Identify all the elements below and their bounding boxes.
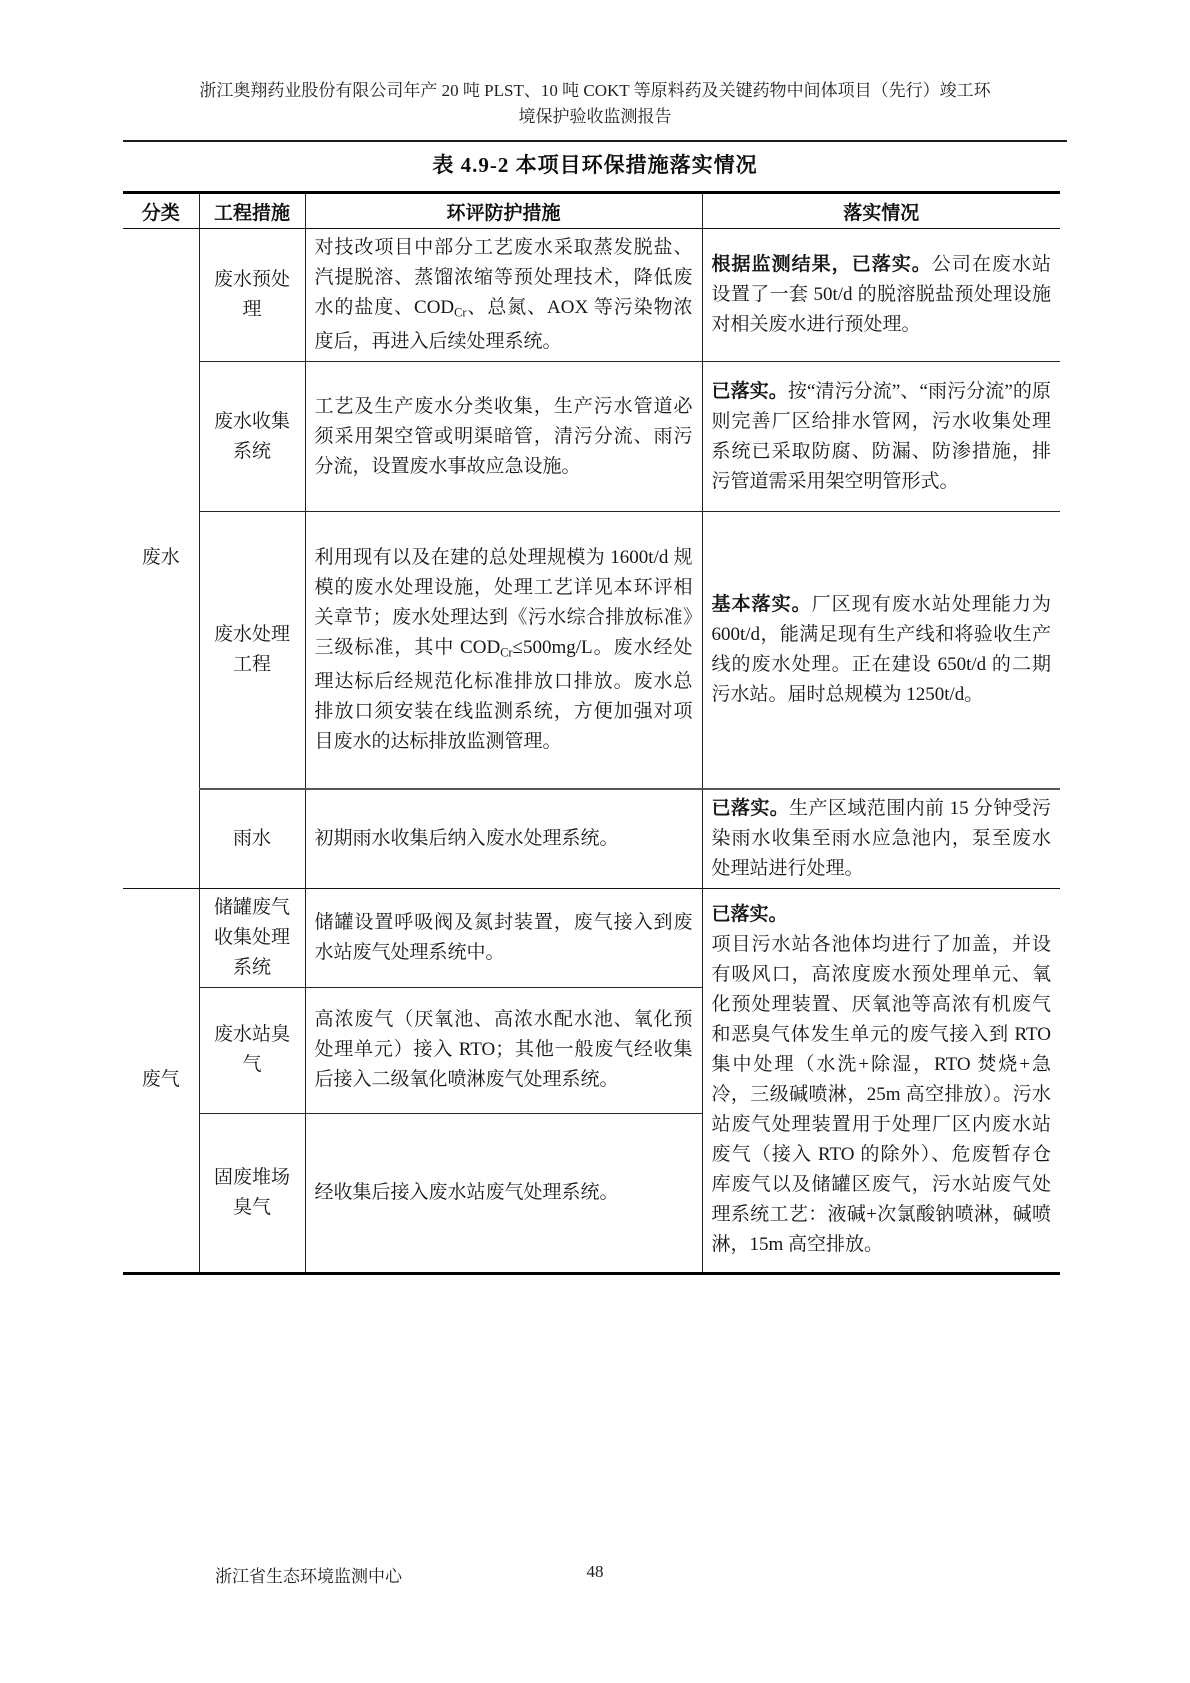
running-header-line2: 境保护验收监测报告 [518,107,672,126]
measure-cell: 废水收集系统 [199,362,305,512]
table-title: 表 4.9-2 本项目环保措施落实情况 [432,153,758,177]
eia-measure-cell: 储罐设置呼吸阀及氮封装置，废气接入到废水站废气处理系统中。 [305,888,702,987]
column-header-measure: 工程措施 [199,193,305,229]
implementation-cell: 已落实。按“清污分流”、“雨污分流”的原则完善厂区给排水管网，污水收集处理系统已采取防腐、防漏、防渗措施，排污管道需采用架空明管形式。 [702,362,1060,512]
header-divider [123,140,1067,142]
eia-measure-cell: 工艺及生产废水分类收集，生产污水管道必须采用架空管或明渠暗管，清污分流、雨污分流，设置废水事故应急设施。 [305,362,702,512]
measure-cell: 废水站臭气 [199,987,305,1113]
category-cell-wastewater: 废水 [123,229,199,889]
implementation-cell: 已落实。生产区域范围内前 15 分钟受污染雨水收集至雨水应急池内，泵至废水处理站进行处理。 [702,789,1060,889]
column-header-impl: 落实情况 [702,193,1060,229]
measure-cell: 固废堆场臭气 [199,1113,305,1273]
table-row [123,888,1060,987]
running-header-line1: 浙江奥翔药业股份有限公司年产 20 吨 PLST、10 吨 COKT 等原料药及关键药物中间体项目（先行）竣工环 [199,81,991,100]
category-cell-wastegas: 废气 [123,888,199,1273]
table-row [123,362,1060,512]
measure-cell: 废水处理工程 [199,512,305,789]
table-row [123,229,1060,362]
eia-measure-cell: 高浓废气（厌氧池、高浓水配水池、氧化预处理单元）接入 RTO；其他一般废气经收集后接入二级氧化喷淋废气处理系统。 [305,987,702,1113]
eia-measure-cell: 经收集后接入废水站废气处理系统。 [305,1113,702,1273]
measure-cell: 储罐废气收集处理系统 [199,888,305,987]
eia-measure-cell: 对技改项目中部分工艺废水采取蒸发脱盐、汽提脱溶、蒸馏浓缩等预处理技术，降低废水的盐度、CODCr、总氮、AOX 等污染物浓度后，再进入后续处理系统。 [305,229,702,362]
implementation-cell: 根据监测结果，已落实。公司在废水站设置了一套 50t/d 的脱溶脱盐预处理设施对相关废水进行预处理。 [702,229,1060,362]
epa-measures-table [123,191,1060,1275]
measure-cell: 废水预处理 [199,229,305,362]
column-header-eia: 环评防护措施 [305,193,702,229]
footer-page-number: 48 [586,1562,604,1581]
table-row [123,512,1060,789]
eia-measure-cell: 初期雨水收集后纳入废水处理系统。 [305,789,702,889]
table-header-row [123,193,1060,229]
measure-cell: 雨水 [199,789,305,889]
footer-organization: 浙江省生态环境监测中心 [215,1567,402,1586]
implementation-cell: 基本落实。厂区现有废水站处理能力为 600t/d，能满足现有生产线和将验收生产线的废水处理。正在建设 650t/d 的二期污水站。届时总规模为 1250t/d。 [702,512,1060,789]
implementation-cell-merged: 已落实。 项目污水站各池体均进行了加盖，并设有吸风口，高浓度废水预处理单元、氧化预处理装置、厌氧池等高浓有机废气和恶臭气体发生单元的废气接入到 RTO 集中处理（水洗+除湿，RTO 焚烧+急冷，三级碱喷淋，25m 高空排放）。污水站废气处理装置用于处理厂区内废水站废气（接入 RTO 的除外）、危废暂存仓库废气以及储罐区废气，污水站废气处理系统工艺：液碱+次氯酸钠喷淋，碱喷淋，15m 高空排放。 [702,888,1060,1273]
eia-measure-cell: 利用现有以及在建的总处理规模为 1600t/d 规模的废水处理设施，处理工艺详见本环评相关章节；废水处理达到《污水综合排放标准》三级标准，其中 CODCr≤500mg/L。废水经处理达标后经规范化标准排放口排放。废水总排放口须安装在线监测系统，方便加强对项目废水的达标排放监测管理。 [305,512,702,789]
table-row [123,789,1060,889]
running-header [123,78,1067,130]
column-header-category: 分类 [123,193,199,229]
